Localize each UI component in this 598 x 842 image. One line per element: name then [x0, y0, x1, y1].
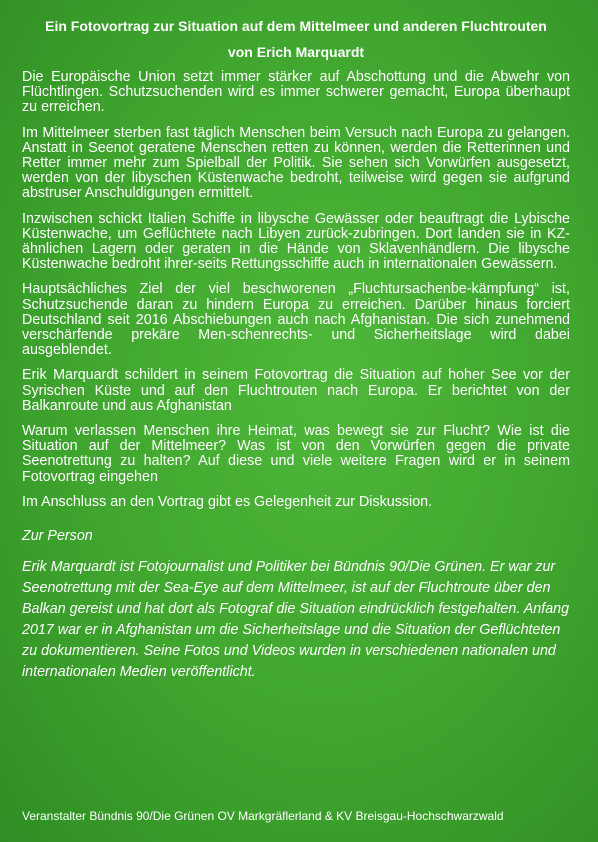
flyer-title: Ein Fotovortrag zur Situation auf dem Mittelmeer und anderen Fluchtrouten	[45, 18, 547, 34]
person-bio: Erik Marquardt ist Fotojournalist und Politiker bei Bündnis 90/Die Grünen. Er war zur Seenotrettung mit der Sea-Eye auf dem Mittelmeer, ist auf der Fluchtroute über den Balkan gereist und hat dort als Fotograf die Situation eindrücklich festgehalten. Anfang 2017 war er in Afghanistan um die Sicherheitslage und die Situation der Geflüchteten zu dokumentieren. Seine Fotos und Videos wurden in verschiedenen nationalen und internationalen Medien veröffentlicht.	[22, 559, 570, 681]
paragraph-fragen: Warum verlassen Menschen ihre Heimat, was bewegt sie zur Flucht? Wie ist die Situation auf der Mittelmeer? Was ist von den Vorwürfen gegen die private Seenotrettung zu halten? Auf diese und viele weitere Fragen wird er in seinem Fotovortrag eingehen	[22, 423, 570, 485]
organizer-footer: Veranstalter Bündnis 90/Die Grünen OV Markgräflerland & KV Breisgau-Hochschwarzwald	[22, 809, 504, 823]
person-heading: Zur Person	[22, 528, 93, 545]
paragraph-fluchtursachen: Hauptsächliches Ziel der viel beschworenen „Fluchtursachenbe-kämpfung“ ist, Schutzsuchende daran zu hindern Europa zu erreichen. Darüber hinaus forciert Deutschland seit 2016 Abschiebungen auch nach Afghanistan. Die sich zunehmend verschärfende prekäre Men-schenrechts- und Sicherheitslage wird dabei ausgeblendet.	[22, 281, 570, 359]
flyer-page	[22, 18, 570, 683]
paragraph-fotovortrag: Erik Marquardt schildert in seinem Fotovortrag die Situation auf hoher See vor der Syrischen Küste und auf den Fluchtrouten nach Europa. Er berichtet von der Balkanroute und aus Afghanistan	[22, 367, 570, 414]
paragraph-diskussion: Im Anschluss an den Vortrag gibt es Gelegenheit zur Diskussion.	[22, 493, 433, 510]
paragraph-libyen: Inzwischen schickt Italien Schiffe in libysche Gewässer oder beauftragt die Lybische Küstenwache, um Geflüchtete nach Libyen zurück-zubringen. Dort landen sie in KZ-ähnlichen Lagern oder geraten in die Hände von Sklavenhändlern. Die libysche Küstenwache bedroht ihrer-seits Rettungsschiffe auch in internationalen Gewässern.	[22, 210, 570, 273]
flyer-author: von Erich Marquardt	[227, 44, 365, 60]
paragraph-mittelmeer: Im Mittelmeer sterben fast täglich Menschen beim Versuch nach Europa zu gelangen. Anstatt in Seenot geratene Menschen retten zu können, werden die Retterinnen und Retter immer mehr zum Spielball der Politik. Sie sehen sich Vorwürfen ausgesetzt, werden von der libyschen Küstenwache bedroht, teilweise wird gegen sie aufgrund abstruser Anschuldigungen ermittelt.	[22, 124, 570, 202]
paragraph-intro: Die Europäische Union setzt immer stärker auf Abschottung und die Abwehr von Flüchtlingen. Schutzsuchenden wird es immer schwerer gemacht, Europa überhaupt zu erreichen.	[22, 69, 570, 116]
